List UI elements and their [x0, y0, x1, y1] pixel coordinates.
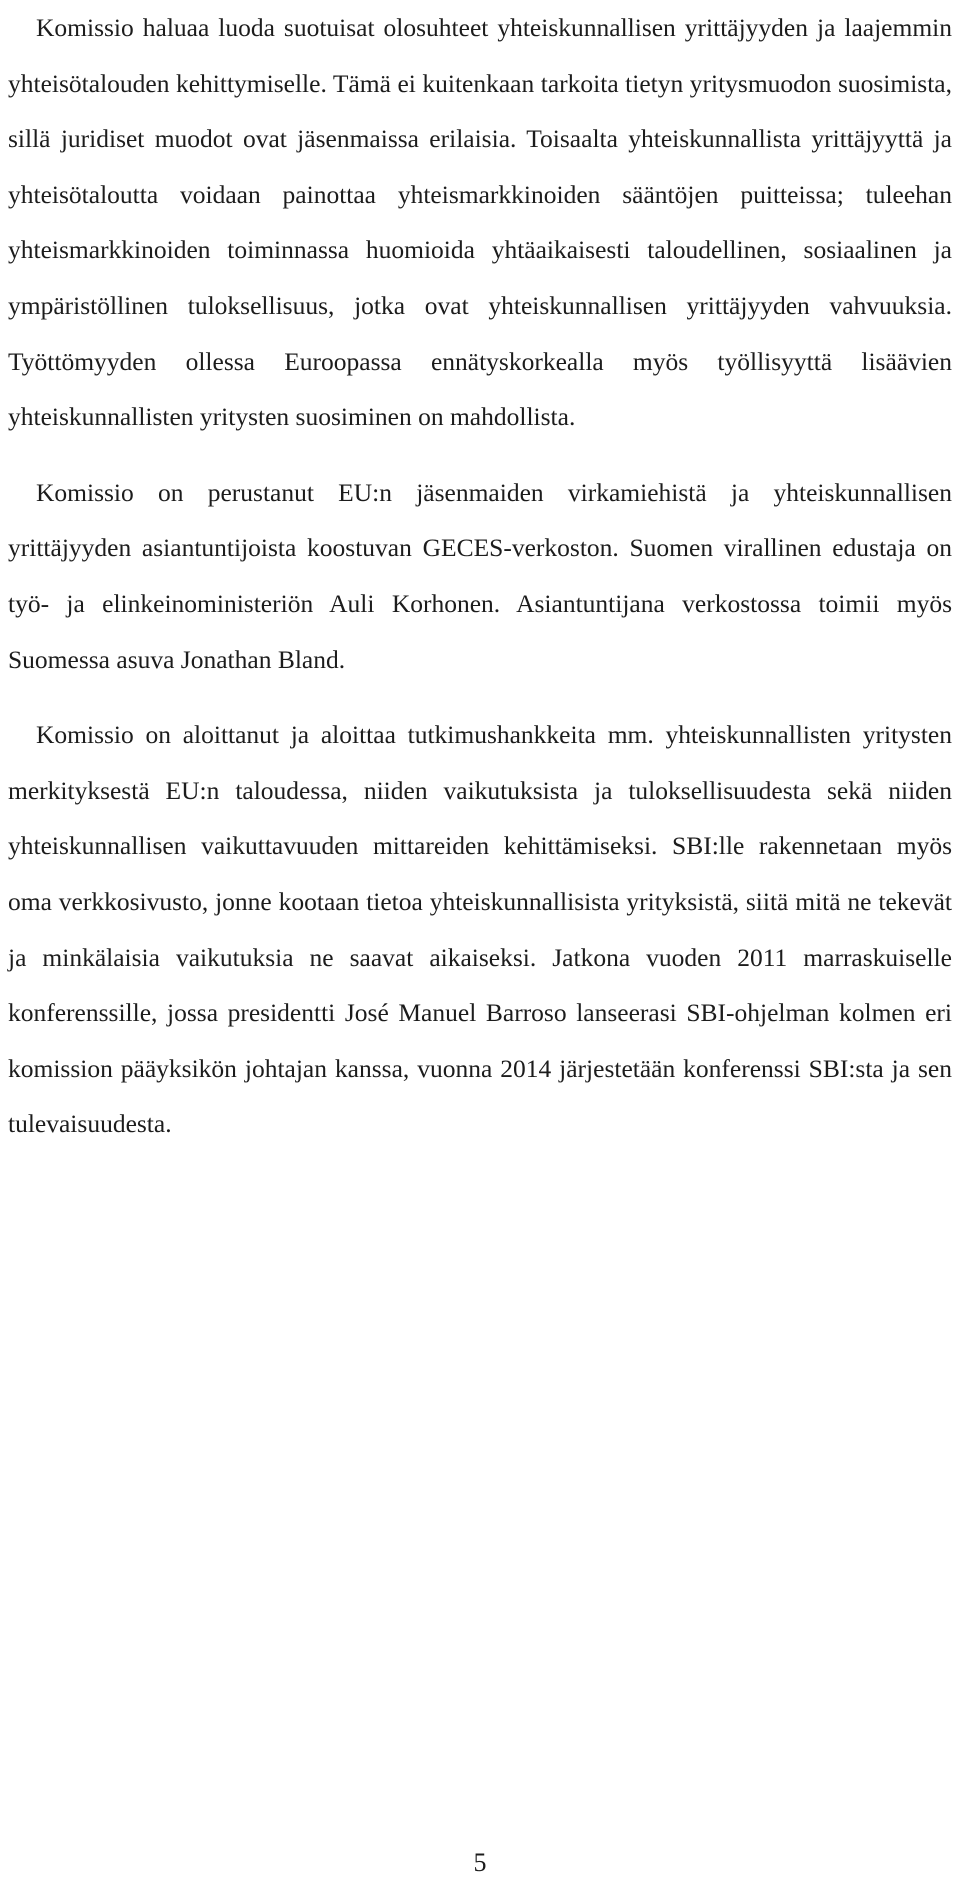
paragraph-1: Komissio haluaa luoda suotuisat olosuhteet yhteiskunnallisen yrittäjyyden ja laajemmin yhteisötalouden kehittymiselle. Tämä ei kuitenkaan tarkoita tietyn yritysmuodon suosimista, sillä juridiset muodot ovat jäsenmaissa erilaisia. Toisaalta yhteiskunnallista yrittäjyyttä ja yhteisötaloutta voidaan painottaa yhteismarkkinoiden sääntöjen puitteissa; tuleehan yhteismarkkinoiden toiminnassa huomioida yhtäaikaisesti taloudellinen, sosiaalinen ja ympäristöllinen tuloksellisuus, jotka ovat yhteiskunnallisen yrittäjyyden vahvuuksia. Työttömyyden ollessa Euroopassa ennätyskorkealla myös työllisyyttä lisäävien yhteiskunnallisten yritysten suosiminen on mahdollista. [8, 13, 952, 432]
page-number: 5 [473, 1848, 487, 1877]
paragraph-2: Komissio on perustanut EU:n jäsenmaiden virkamiehistä ja yhteiskunnallisen yrittäjyyden asiantuntijoista koostuvan GECES-verkoston. Suomen virallinen edustaja on työ- ja elinkeinoministeriön Auli Korhonen. Asiantuntijana verkostossa toimii myös Suomessa asuva Jonathan Bland. [8, 477, 952, 674]
paragraph-3: Komissio on aloittanut ja aloittaa tutkimushankkeita mm. yhteiskunnallisten yritysten merkityksestä EU:n taloudessa, niiden vaikutuksista ja tuloksellisuudesta sekä niiden yhteiskunnallisen vaikuttavuuden mittareiden kehittämiseksi. SBI:lle rakennetaan myös oma verkkosivusto, jonne kootaan tietoa yhteiskunnallisista yrityksistä, siitä mitä ne tekevät ja minkälaisia vaikutuksia ne saavat aikaiseksi. Jatkona vuoden 2011 marraskuiselle konferenssille, jossa presidentti José Manuel Barroso lanseerasi SBI-ohjelman kolmen eri komission pääyksikön johtajan kanssa, vuonna 2014 järjestetään konferenssi SBI:sta ja sen tulevaisuudesta. [8, 720, 952, 1139]
body-text [8, 0, 952, 1152]
